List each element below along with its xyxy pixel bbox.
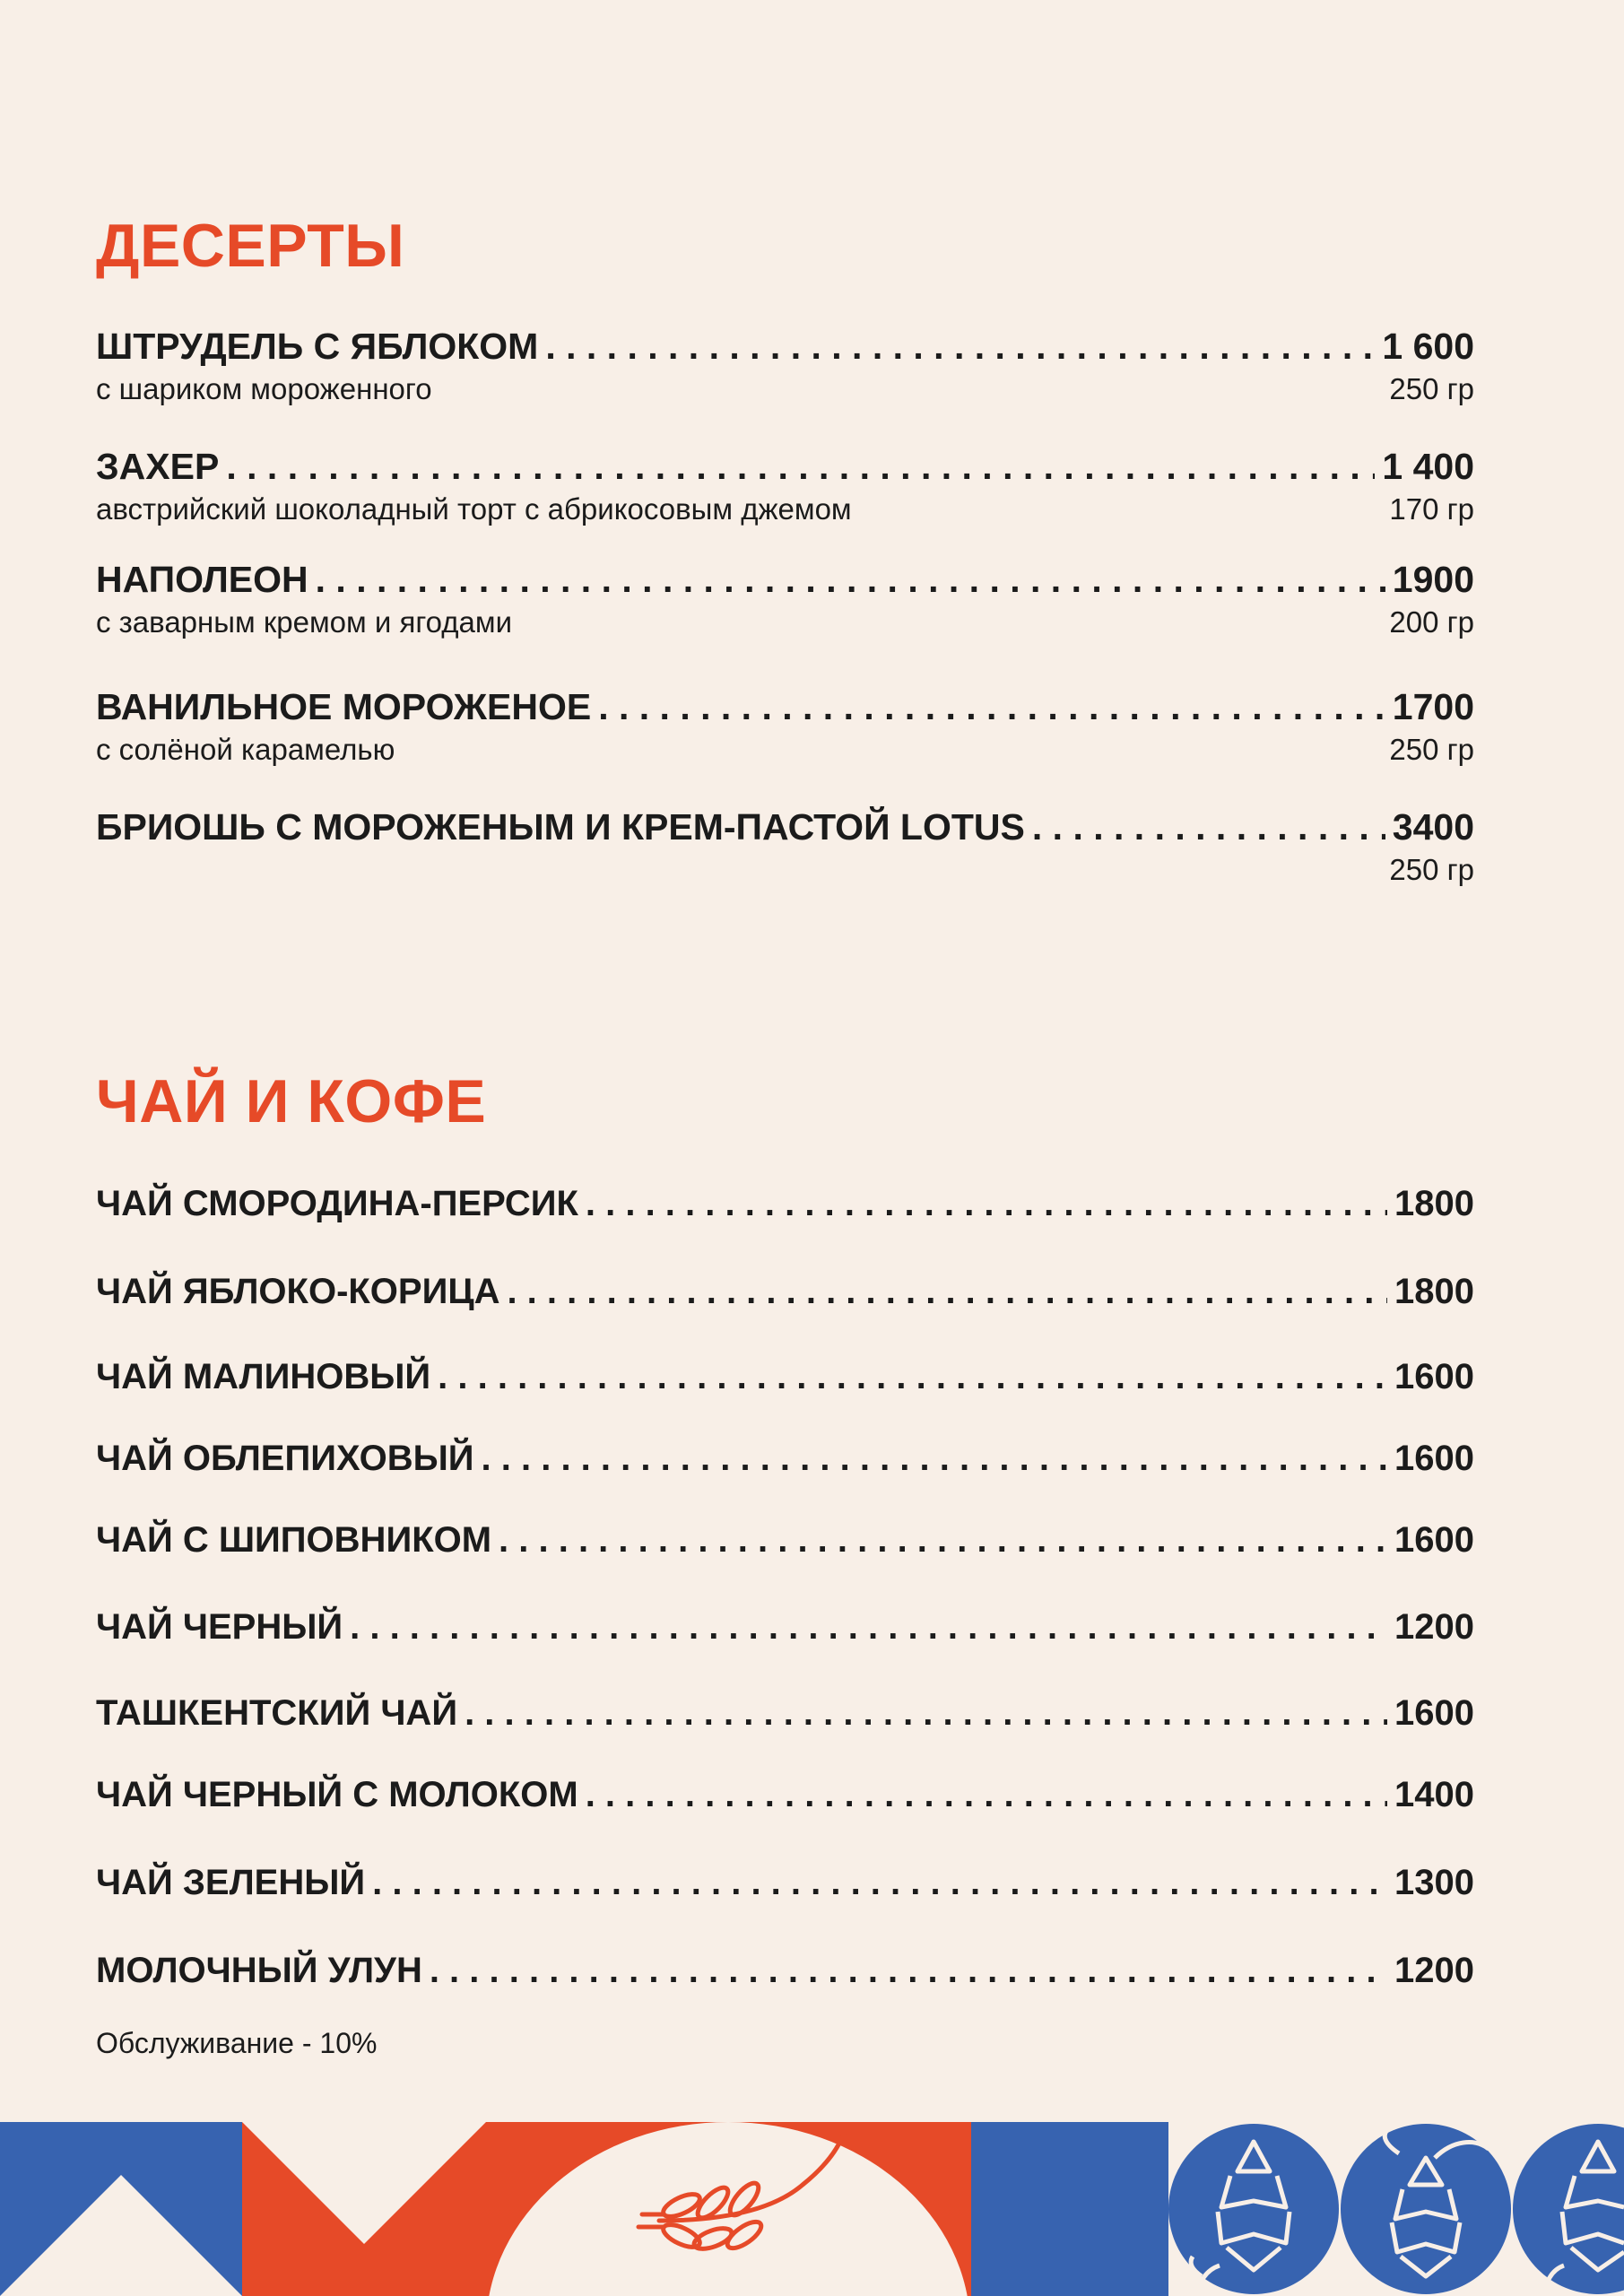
item-description: с шариком мороженного — [96, 372, 432, 405]
menu-item — [96, 806, 1474, 886]
dot-leader — [438, 1359, 1387, 1395]
item-price: 1600 — [1394, 1439, 1474, 1478]
menu-item — [96, 448, 1474, 524]
menu-item — [96, 1359, 1474, 1395]
item-price: 1600 — [1394, 1520, 1474, 1560]
service-charge-note: Обслуживание - 10% — [96, 2027, 378, 2059]
footer-circle — [1513, 2124, 1624, 2294]
item-price: 1900 — [1392, 559, 1474, 600]
item-weight: 250 гр — [1389, 733, 1474, 766]
item-name: ЧАЙ ОБЛЕПИХОВЫЙ — [96, 1439, 474, 1478]
dot-leader — [507, 1274, 1387, 1309]
dot-leader — [226, 448, 1375, 485]
menu-item — [96, 1777, 1474, 1813]
menu-item — [96, 1695, 1474, 1731]
desserts-title: ДЕСЕРТЫ — [96, 212, 405, 280]
dot-leader — [545, 328, 1375, 365]
menu-item — [96, 1609, 1474, 1645]
dot-leader — [465, 1695, 1387, 1731]
tea-coffee-title: ЧАЙ И КОФЕ — [96, 1067, 487, 1135]
dot-leader — [372, 1865, 1387, 1900]
item-price: 1200 — [1394, 1951, 1474, 1990]
item-name: ЧАЙ С ШИПОВНИКОМ — [96, 1520, 492, 1560]
item-description: австрийский шоколадный торт с абрикосовым джемом — [96, 492, 852, 526]
footer-block-blue — [971, 2122, 1168, 2296]
menu-item — [96, 561, 1474, 637]
item-name: ЧАЙ СМОРОДИНА-ПЕРСИК — [96, 1184, 578, 1223]
item-price: 3400 — [1392, 806, 1474, 848]
item-price: 1 600 — [1382, 326, 1474, 367]
dot-leader — [482, 1440, 1387, 1476]
item-price: 1600 — [1394, 1357, 1474, 1396]
item-weight: 250 гр — [1389, 853, 1474, 886]
item-name: ЗАХЕР — [96, 446, 220, 487]
menu-item — [96, 328, 1474, 404]
item-price: 1200 — [1394, 1607, 1474, 1647]
item-name: ЧАЙ ЧЕРНЫЙ — [96, 1607, 343, 1647]
item-name: МОЛОЧНЫЙ УЛУН — [96, 1951, 422, 1990]
item-price: 1400 — [1394, 1775, 1474, 1814]
dot-leader — [586, 1186, 1387, 1222]
item-price: 1800 — [1394, 1184, 1474, 1223]
item-price: 1700 — [1392, 686, 1474, 727]
menu-item — [96, 1865, 1474, 1900]
menu-item — [96, 1522, 1474, 1558]
dot-leader — [1032, 809, 1385, 846]
item-weight: 170 гр — [1389, 492, 1474, 526]
item-name: ЧАЙ МАЛИНОВЫЙ — [96, 1357, 431, 1396]
item-name: ЧАЙ ЧЕРНЫЙ С МОЛОКОМ — [96, 1775, 578, 1814]
item-name: БРИОШЬ С МОРОЖЕНЫМ И КРЕМ-ПАСТОЙ LOTUS — [96, 806, 1025, 848]
item-price: 1800 — [1394, 1272, 1474, 1311]
item-description: с заварным кремом и ягодами — [96, 605, 512, 639]
item-name: ШТРУДЕЛЬ С ЯБЛОКОМ — [96, 326, 539, 367]
dot-leader — [316, 561, 1385, 598]
item-price: 1300 — [1394, 1863, 1474, 1902]
item-name: ТАШКЕНТСКИЙ ЧАЙ — [96, 1693, 458, 1733]
item-price: 1600 — [1394, 1693, 1474, 1733]
item-name: ЧАЙ ЗЕЛЕНЫЙ — [96, 1863, 366, 1902]
menu-item — [96, 1440, 1474, 1476]
dot-leader — [430, 1952, 1387, 1988]
menu-item — [96, 1952, 1474, 1988]
dot-leader — [586, 1777, 1387, 1813]
menu-item — [96, 1186, 1474, 1222]
decorative-footer — [0, 2122, 1624, 2296]
dot-leader — [598, 689, 1385, 726]
item-description: с солёной карамелью — [96, 733, 395, 766]
item-name: ВАНИЛЬНОЕ МОРОЖЕНОЕ — [96, 686, 592, 727]
item-weight: 200 гр — [1389, 605, 1474, 639]
item-name: НАПОЛЕОН — [96, 559, 308, 600]
menu-item — [96, 1274, 1474, 1309]
item-price: 1 400 — [1382, 446, 1474, 487]
menu-item — [96, 686, 1474, 766]
item-name: ЧАЙ ЯБЛОКО-КОРИЦА — [96, 1272, 500, 1311]
dot-leader — [499, 1522, 1387, 1558]
dot-leader — [350, 1609, 1387, 1645]
item-weight: 250 гр — [1389, 372, 1474, 405]
